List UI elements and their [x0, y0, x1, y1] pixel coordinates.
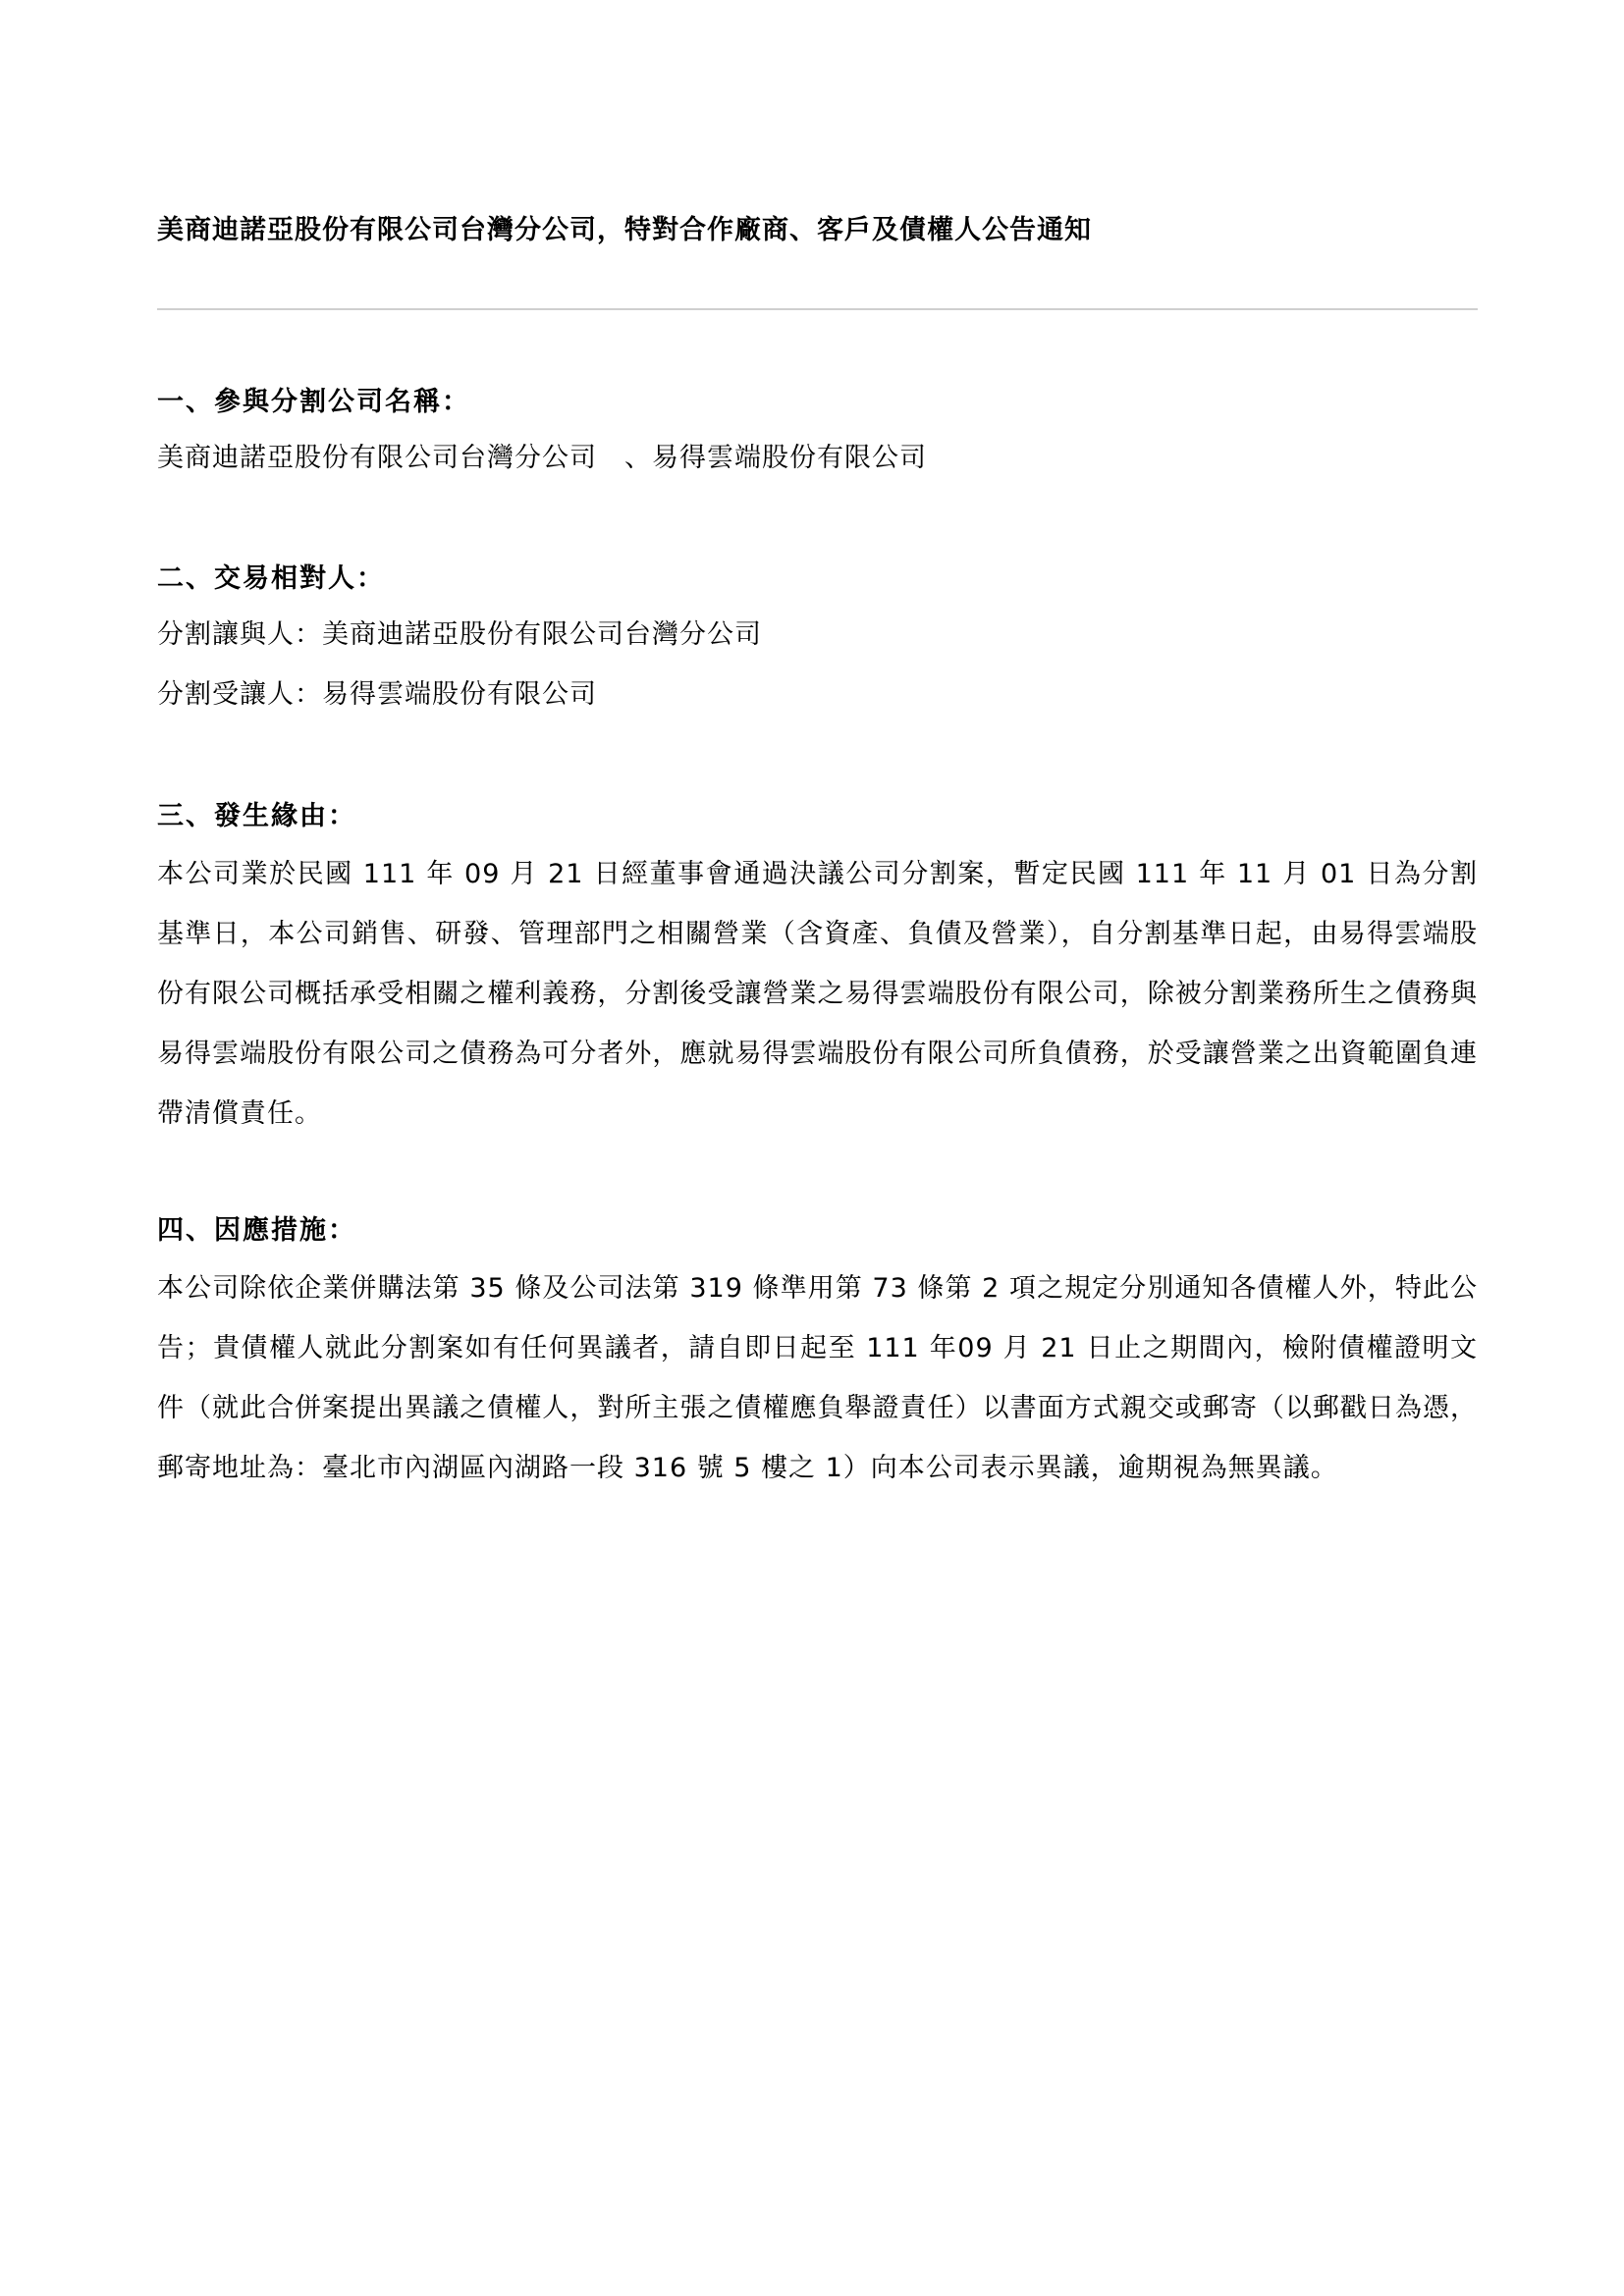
section-heading: 三、發生緣由： [157, 801, 356, 831]
section-measures [157, 1211, 1478, 1498]
transferor-line: 分割讓與人：美商迪諾亞股份有限公司台灣分公司 [157, 619, 762, 650]
section-heading: 一、參與分割公司名稱： [157, 387, 470, 417]
section-heading: 四、因應措施： [157, 1215, 356, 1246]
section-counterparties [157, 560, 1478, 724]
section-heading: 二、交易相對人： [157, 563, 385, 594]
reason-paragraph: 本公司業於民國 111 年 09 月 21 日經董事會通過決議公司分割案，暫定民國 111 年 11 月 01 日為分割基準日，本公司銷售、研發、管理部門之相關營業（含資產、負債及營業），自分割基準日起，由易得雲端股份有限公司概括承受相關之權利義務，分割後受讓營業之易得雲端股份有限公司，除被分割業務所生之債務與易得雲端股份有限公司之債務為可分者外，應就易得雲端股份有限公司所負債務，於受讓營業之出資範圍負連帶清償責任。 [157, 859, 1478, 1129]
section-participating-companies [157, 383, 1478, 488]
section-reason [157, 797, 1478, 1144]
section-body [157, 605, 1478, 724]
notice-title: 美商迪諾亞股份有限公司台灣分公司，特對合作廠商、客戶及債權人公告通知 [157, 215, 1092, 245]
transferee-line: 分割受讓人：易得雲端股份有限公司 [157, 679, 597, 710]
section-body [157, 428, 1478, 488]
measures-paragraph: 本公司除依企業併購法第 35 條及公司法第 319 條準用第 73 條第 2 項之規定分別通知各債權人外，特此公告；貴債權人就此分割案如有任何異議者，請自即日起至 111 年09 月 21 日止之期間內，檢附債權證明文件（就此合併案提出異議之債權人，對所主張之債權應負舉證責任）以書面方式親交或郵寄（以郵戳日為憑，郵寄地址為：臺北市內湖區內湖路一段 316 號 5 樓之 1）向本公司表示異議，逾期視為無異議。 [157, 1273, 1478, 1483]
title-divider [157, 308, 1478, 310]
company-names-line: 美商迪諾亞股份有限公司台灣分公司 、易得雲端股份有限公司 [157, 443, 927, 473]
